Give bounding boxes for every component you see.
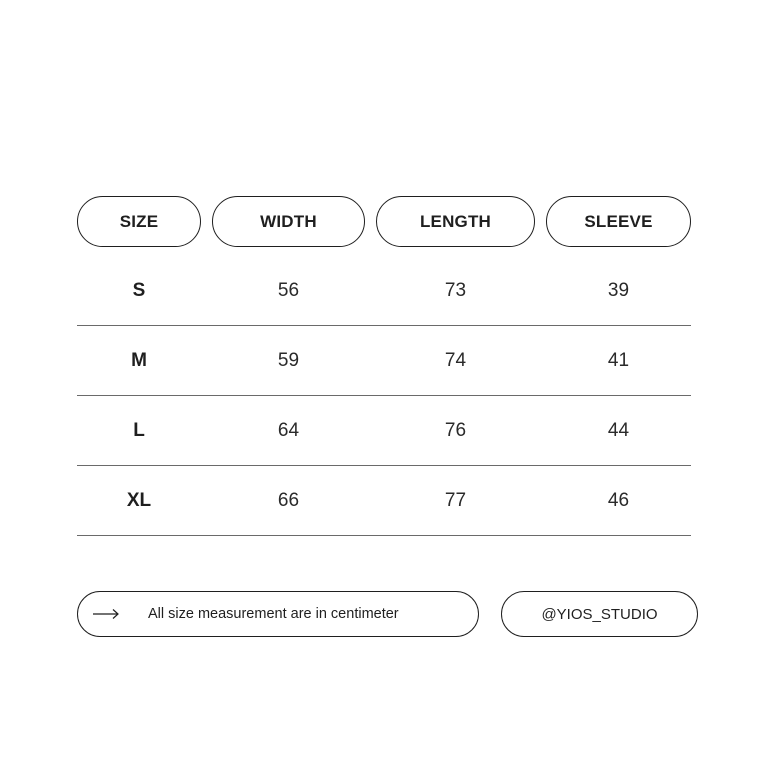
table-row: [77, 256, 691, 326]
sleeve-cell: 41: [607, 350, 630, 371]
size-cell: M: [131, 350, 147, 371]
table-row: [77, 326, 691, 396]
size-cell: L: [133, 420, 145, 441]
size-cell: XL: [126, 490, 152, 511]
header-sleeve-label: SLEEVE: [584, 211, 653, 231]
header-size: [77, 196, 201, 247]
header-size-label: SIZE: [119, 211, 159, 231]
header-width: [212, 196, 365, 247]
header-sleeve: [546, 196, 691, 247]
measurement-note: [77, 591, 479, 637]
sleeve-cell: 39: [607, 280, 630, 301]
width-cell: 56: [277, 280, 300, 301]
measurement-note-text: All size measurement are in centimeter: [148, 606, 399, 622]
sleeve-cell: 44: [607, 420, 630, 441]
table-row: [77, 466, 691, 536]
sleeve-cell: 46: [607, 490, 630, 511]
size-cell: S: [132, 280, 146, 301]
table-row: [77, 396, 691, 466]
length-cell: 73: [444, 280, 467, 301]
length-cell: 77: [444, 490, 467, 511]
header-length: [376, 196, 535, 247]
length-cell: 76: [444, 420, 467, 441]
width-cell: 66: [277, 490, 300, 511]
header-width-label: WIDTH: [260, 211, 317, 231]
width-cell: 59: [277, 350, 300, 371]
studio-handle: [501, 591, 698, 637]
studio-handle-text: @YIOS_STUDIO: [541, 605, 658, 623]
row-divider: [77, 535, 691, 536]
header-length-label: LENGTH: [419, 211, 492, 231]
length-cell: 74: [444, 350, 467, 371]
width-cell: 64: [277, 420, 300, 441]
arrow-right-icon: [92, 607, 120, 621]
